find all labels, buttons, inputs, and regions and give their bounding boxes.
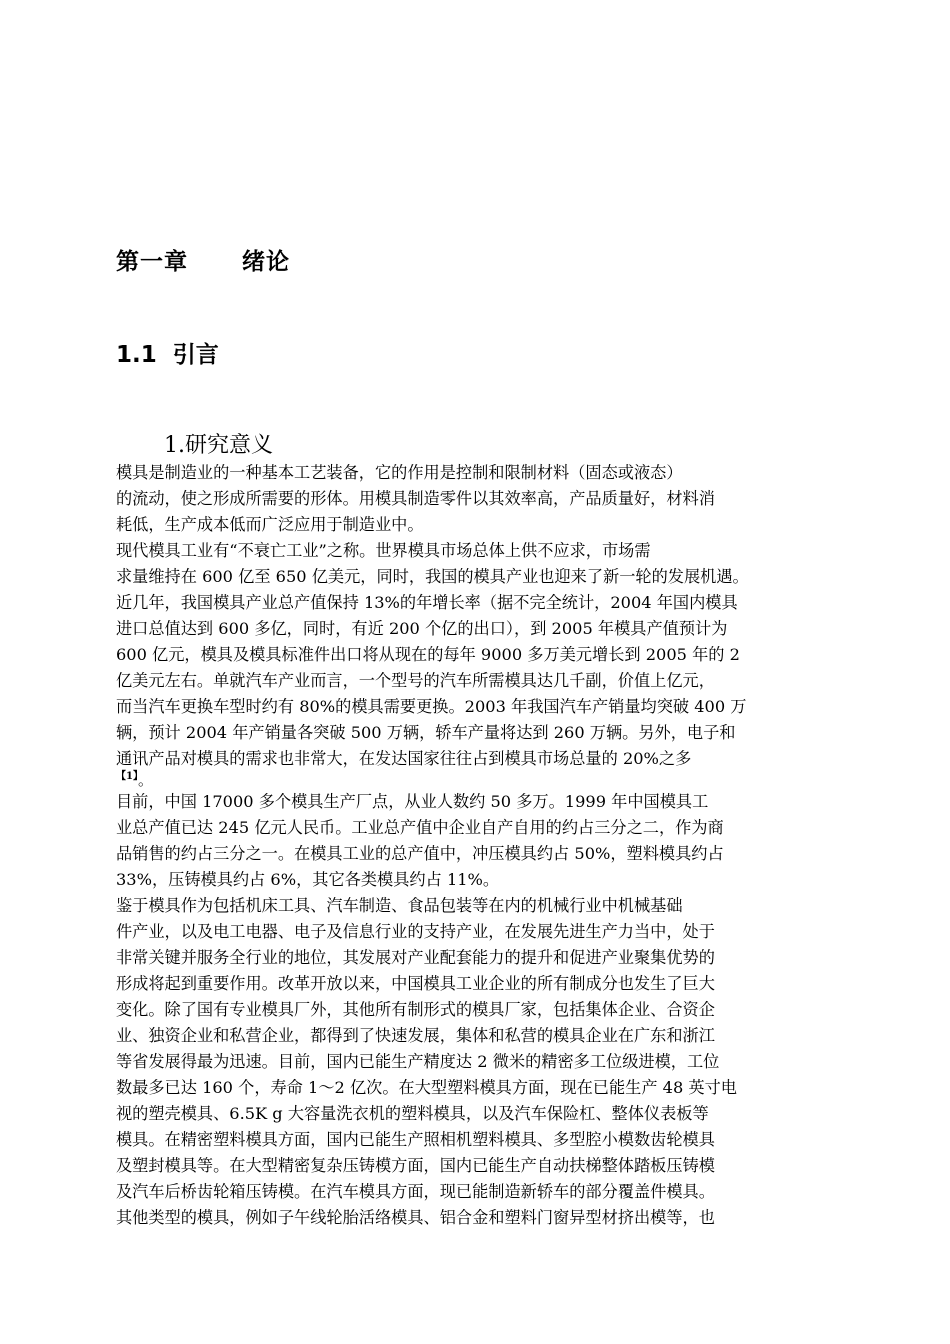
paragraph-4-line: 非常关键并服务全行业的地位，其发展对产业配套能力的提升和促进产业聚集优势的: [116, 948, 715, 967]
citation-line: [116, 772, 830, 789]
paragraph-2-line: 进口总值达到 600 多亿，同时，有近 200 个亿的出口），到 2005 年模具产值预计为: [116, 619, 728, 638]
paragraph-4-line: 数最多已达 160 个，寿命 1～2 亿次。在大型塑料模具方面，现在已能生产 48 英寸电: [116, 1078, 737, 1097]
paragraph-2-line: 600 亿元，模具及模具标准件出口将从现在的每年 9000 多万美元增长到 2005 年的 2: [116, 645, 740, 664]
paragraph-3-line: 目前，中国 17000 多个模具生产厂点，从业人数约 50 多万。1999 年中国模具工: [116, 792, 709, 811]
paragraph-4-line: 变化。除了国有专业模具厂外，其他所有制形式的模具厂家，包括集体企业、合资企: [116, 1000, 715, 1019]
paragraph-4-line: 形成将起到重要作用。改革开放以来，中国模具工业企业的所有制成分也发生了巨大: [116, 974, 715, 993]
paragraph-2-line: 辆，预计 2004 年产销量各突破 500 万辆，轿车产量将达到 260 万辆。另外，电子和: [116, 723, 736, 742]
paragraph-3-line: 业总产值已达 245 亿元人民币。工业总产值中企业自产自用的约占三分之二，作为商: [116, 818, 724, 837]
paragraph-3-line: 品销售的约占三分之一。在模具工业的总产值中，冲压模具约占 50%，塑料模具约占: [116, 844, 724, 863]
paragraph-4-line: 业、独资企业和私营企业，都得到了快速发展，集体和私营的模具企业在广东和浙江: [116, 1026, 715, 1045]
paragraph-2-tail: 。: [137, 771, 153, 789]
paragraph-2-line: 现代模具工业有“不衰亡工业”之称。世界模具市场总体上供不应求，市场需: [116, 541, 651, 560]
subsection-title: 1.研究意义: [164, 433, 273, 458]
paragraph-1-line: 的流动，使之形成所需要的形体。用模具制造零件以其效率高，产品质量好，材料消: [116, 489, 715, 508]
paragraph-2-line: 求量维持在 600 亿至 650 亿美元，同时，我国的模具产业也迎来了新一轮的发展机遇。: [116, 567, 749, 586]
paragraph-2-line: 亿美元左右。单就汽车产业而言，一个型号的汽车所需模具达几千副，价值上亿元，: [116, 671, 715, 690]
paragraph-2-line: 近几年，我国模具产业总产值保持 13%的年增长率（据不完全统计，2004 年国内模具: [116, 593, 738, 612]
paragraph-2-line: 通讯产品对模具的需求也非常大，在发达国家往往占到模具市场总量的 20%之多: [116, 749, 692, 768]
paragraph-4-line: 等省发展得最为迅速。目前，国内已能生产精度达 2 微米的精密多工位级进模，工位: [116, 1052, 720, 1071]
chapter-title: 第一章 绪论: [116, 249, 291, 275]
section-title: 1.1 引言: [116, 342, 219, 368]
paragraph-4-line: 模具。在精密塑料模具方面，国内已能生产照相机塑料模具、多型腔小模数齿轮模具: [116, 1130, 715, 1149]
paragraph-1-line: 模具是制造业的一种基本工艺装备，它的作用是控制和限制材料（固态或液态）: [116, 463, 683, 482]
paragraph-4-line: 其他类型的模具，例如子午线轮胎活络模具、铝合金和塑料门窗异型材挤出模等，也: [116, 1208, 715, 1227]
body-text: [116, 460, 830, 1231]
paragraph-4-line: 件产业，以及电工电器、电子及信息行业的支持产业，在发展先进生产力当中，处于: [116, 922, 715, 941]
paragraph-4-line: 鉴于模具作为包括机床工具、汽车制造、食品包装等在内的机械行业中机械基础: [116, 896, 683, 915]
paragraph-3-line: 33%，压铸模具约占 6%，其它各类模具约占 11%。: [116, 870, 500, 889]
citation-reference[interactable]: 【1】: [116, 771, 138, 782]
paragraph-2-line: 而当汽车更换车型时约有 80%的模具需要更换。2003 年我国汽车产销量均突破 400 万: [116, 697, 747, 716]
paragraph-4-line: 视的塑壳模具、6.5K g 大容量洗衣机的塑料模具，以及汽车保险杠、整体仪表板等: [116, 1104, 709, 1123]
paragraph-1-line: 耗低，生产成本低而广泛应用于制造业中。: [116, 515, 424, 534]
paragraph-4-line: 及汽车后桥齿轮箱压铸模。在汽车模具方面，现已能制造新轿车的部分覆盖件模具。: [116, 1182, 715, 1201]
paragraph-4-line: 及塑封模具等。在大型精密复杂压铸模方面，国内已能生产自动扶梯整体踏板压铸模: [116, 1156, 715, 1175]
